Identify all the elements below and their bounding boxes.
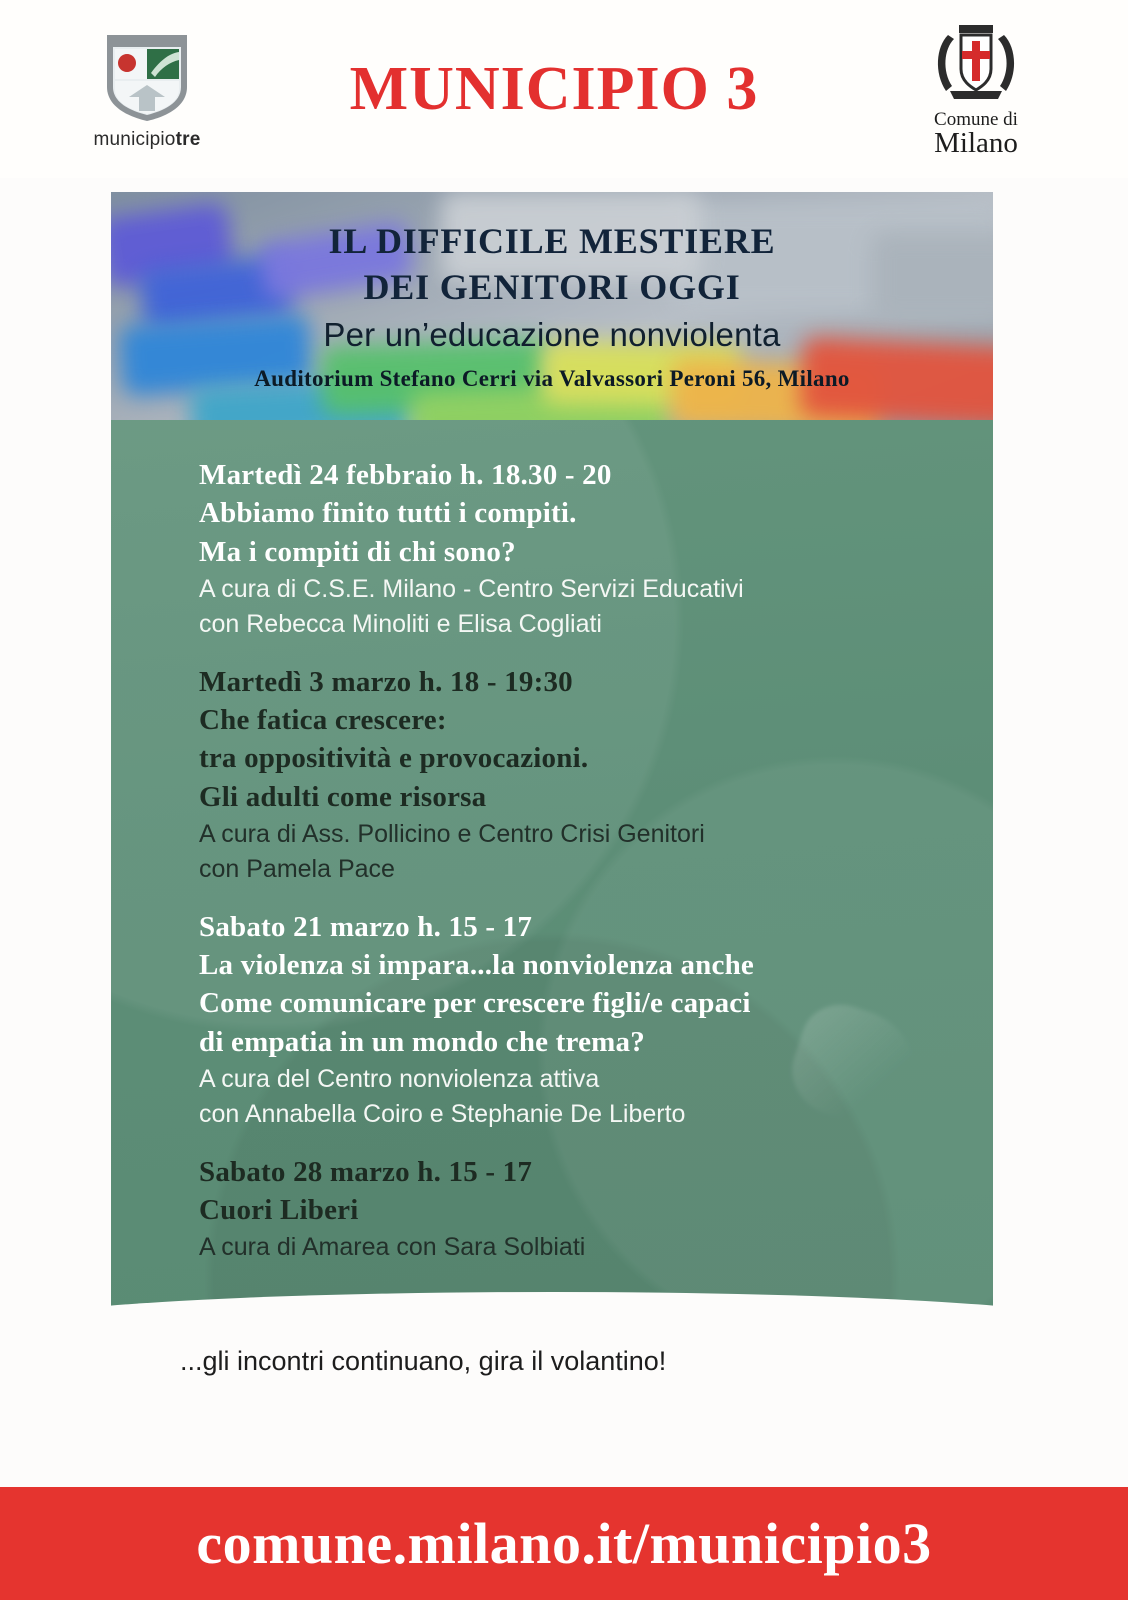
event-organizer-line: con Annabella Coiro e Stephanie De Liberto — [199, 1099, 686, 1128]
flyer-subtitle: Per un’educazione nonviolenta — [323, 316, 781, 354]
flyer-banner — [111, 192, 993, 420]
event-flyer — [111, 192, 993, 1325]
comune-di-milano-line1: Comune di — [934, 108, 1018, 130]
footer-website-url[interactable]: comune.milano.it/municipio3 — [196, 1511, 932, 1576]
events-panel — [111, 420, 993, 1325]
event-organizer-line: con Rebecca Minoliti e Elisa Cogliati — [199, 609, 602, 638]
page-title: MUNICIPIO 3 — [349, 54, 759, 123]
event-title-line: Cuori Liberi — [199, 1194, 359, 1227]
event-datetime: Sabato 28 marzo h. 15 - 17 — [199, 1155, 533, 1188]
event-datetime: Sabato 21 marzo h. 15 - 17 — [199, 910, 533, 943]
event-title-line: Che fatica crescere: — [199, 704, 447, 737]
event-item — [199, 456, 993, 641]
municipio-tre-logo — [72, 27, 222, 151]
event-organizer-line: A cura di Amarea con Sara Solbiati — [199, 1233, 586, 1262]
flyer-venue: Auditorium Stefano Cerri via Valvassori Peroni 56, Milano — [254, 366, 850, 392]
event-item — [199, 1153, 993, 1265]
municipio-tre-crest-icon — [101, 27, 193, 121]
event-title-line: tra oppositività e provocazioni. — [199, 742, 589, 775]
comune-di-milano-crest-icon — [928, 21, 1024, 107]
event-datetime: Martedì 24 febbraio h. 18.30 - 20 — [199, 459, 612, 491]
events-list — [199, 456, 993, 1264]
event-organizer-line: A cura del Centro nonviolenza attiva — [199, 1064, 600, 1093]
event-datetime: Martedì 3 marzo h. 18 - 19:30 — [199, 665, 573, 698]
event-organizer-line: con Pamela Pace — [199, 854, 395, 883]
page-footer — [0, 1487, 1128, 1600]
page-header — [0, 0, 1128, 178]
event-title-line: di empatia in un mondo che trema? — [199, 1025, 645, 1058]
event-organizer-line: A cura di C.S.E. Milano - Centro Servizi Educativi — [199, 574, 744, 603]
event-title-line: Abbiamo finito tutti i compiti. — [199, 497, 577, 530]
comune-di-milano-line2: Milano — [934, 126, 1018, 159]
event-title-line: Gli adulti come risorsa — [199, 780, 487, 813]
municipio-tre-wordmark-plain: municipio — [93, 129, 176, 150]
event-title-line: Come comunicare per crescere figli/e capaci — [199, 987, 751, 1020]
municipio-tre-wordmark — [94, 129, 201, 151]
flyer-footnote: ...gli incontri continuano, gira il volantino! — [180, 1346, 667, 1376]
flyer-title-line2: DEI GENITORI OGGI — [363, 267, 741, 308]
comune-di-milano-logo — [896, 21, 1056, 158]
event-item — [199, 663, 993, 886]
municipio-tre-wordmark-bold: tre — [175, 129, 201, 150]
event-title-line: La violenza si impara...la nonviolenza anche — [199, 949, 754, 982]
event-title-line: Ma i compiti di chi sono? — [199, 535, 516, 568]
flyer-title-line1: IL DIFFICILE MESTIERE — [328, 221, 776, 261]
event-organizer-line: A cura di Ass. Pollicino e Centro Crisi Genitori — [199, 819, 705, 848]
